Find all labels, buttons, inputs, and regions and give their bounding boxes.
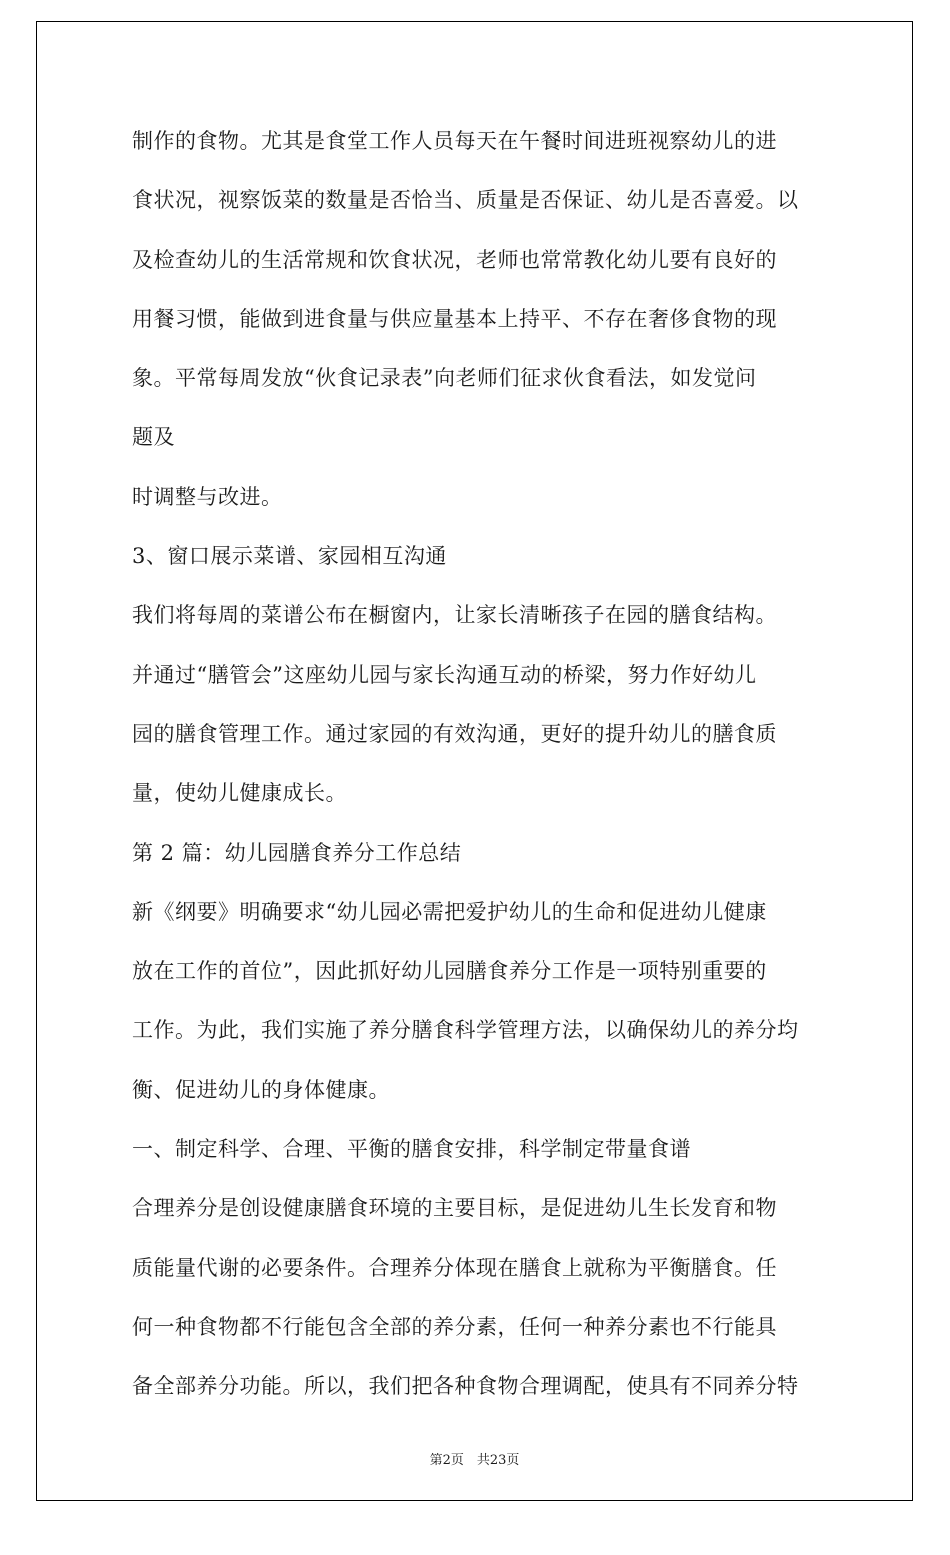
text-line: 备全部养分功能。所以，我们把各种食物合理调配，使具有不同养分特	[132, 1374, 799, 1399]
document-page	[36, 21, 913, 1501]
page-number: 第2页 共23页	[429, 1453, 520, 1468]
text-line: 食状况，视察饭菜的数量是否恰当、质量是否保证、幼儿是否喜爱。以	[132, 188, 799, 213]
text-line: 象。平常每周发放“伙食记录表”向老师们征求伙食看法，如发觉问	[132, 366, 757, 391]
section-heading: 3、窗口展示菜谱、家园相互沟通	[132, 544, 447, 569]
section-heading: 一、制定科学、合理、平衡的膳食安排，科学制定带量食谱	[132, 1137, 691, 1162]
text-line: 制作的食物。尤其是食堂工作人员每天在午餐时间进班视察幼儿的进	[132, 129, 777, 153]
text-line: 放在工作的首位”，因此抓好幼儿园膳食养分工作是一项特别重要的	[132, 959, 767, 984]
document-body	[132, 131, 832, 1436]
text-line: 用餐习惯，能做到进食量与供应量基本上持平、不存在奢侈食物的现	[132, 306, 777, 331]
text-line: 衡、促进幼儿的身体健康。	[132, 1077, 390, 1102]
text-line: 何一种食物都不行能包含全部的养分素，任何一种养分素也不行能具	[132, 1314, 777, 1339]
text-line: 及检查幼儿的生活常规和饮食状况，老师也常常教化幼儿要有良好的	[132, 247, 777, 272]
text-line: 题及	[132, 425, 175, 450]
text-line: 量，使幼儿健康成长。	[132, 781, 347, 806]
text-line: 工作。为此，我们实施了养分膳食科学管理方法，以确保幼儿的养分均	[132, 1018, 799, 1043]
text-line: 质能量代谢的必要条件。合理养分体现在膳食上就称为平衡膳食。任	[132, 1255, 777, 1280]
text-line: 并通过“膳管会”这座幼儿园与家长沟通互动的桥梁，努力作好幼儿	[132, 662, 757, 687]
article-title: 第 2 篇：幼儿园膳食养分工作总结	[132, 840, 462, 865]
text-line: 时调整与改进。	[132, 484, 283, 509]
text-line: 我们将每周的菜谱公布在橱窗内，让家长清晰孩子在园的膳食结构。	[132, 603, 777, 628]
text-line: 园的膳食管理工作。通过家园的有效沟通，更好的提升幼儿的膳食质	[132, 721, 777, 746]
text-line: 新《纲要》明确要求“幼儿园必需把爱护幼儿的生命和促进幼儿健康	[132, 899, 767, 924]
text-line: 合理养分是创设健康膳食环境的主要目标，是促进幼儿生长发育和物	[132, 1196, 777, 1221]
